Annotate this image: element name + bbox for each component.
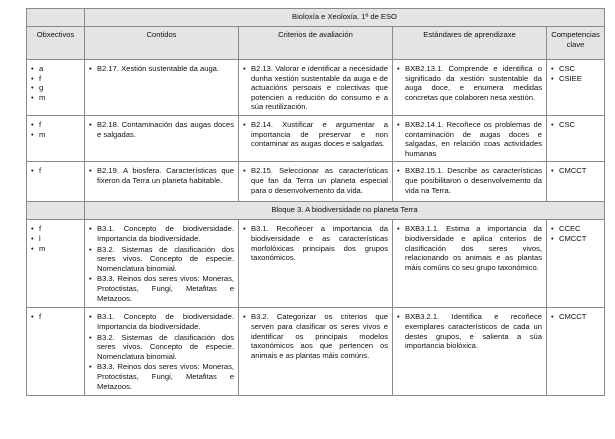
content-item: • B2.19. A biosfera. Características que fixeron da Terra un planeta habitable. — [89, 166, 234, 185]
competence-item: • CSC — [551, 64, 600, 74]
competence-item: • CCEC — [551, 224, 600, 234]
competence-item: • CSIEE — [551, 74, 600, 84]
table-title: Bioloxía e Xeoloxía. 1º de ESO — [85, 9, 605, 27]
objectives-cell — [27, 308, 85, 396]
content-item: • B3.3. Reinos dos seres vivos: Moneras, Protoctistas, Fungi, Metafitas e Metazoos. — [89, 362, 234, 391]
block-title: Bloque 3. A biodiversidade no planeta Terra — [85, 202, 605, 220]
content-item: • B2.17. Xestión sustentable da auga. — [89, 64, 234, 74]
table-row — [27, 60, 605, 116]
objective-item: • l — [31, 234, 80, 244]
content-item: • B2.18. Contaminación das augas doces e salgadas. — [89, 120, 234, 139]
block-row — [27, 202, 605, 220]
objectives-cell — [27, 60, 85, 116]
header-standards: Estándares de aprendizaxe — [393, 27, 547, 60]
criterion-item: • B3.2. Categorizar os criterios que serven para clasificar os seres vivos e identificar os principais modelos taxonómicos aos que pertencen os animais e as plantas máis comúns. — [243, 312, 388, 360]
criterion-item: • B3.1. Recoñecer a importancia da biodiversidade e as características morfolóxicas principais dos grupos taxonómicos. — [243, 224, 388, 262]
competences-cell — [547, 115, 605, 161]
objective-item: • g — [31, 83, 80, 93]
contents-cell — [85, 115, 239, 161]
content-item: • B3.3. Reinos dos seres vivos: Moneras, Protoctistas, Fungi, Metafitas e Metazoos. — [89, 274, 234, 303]
criterion-item: • B2.15. Seleccionar as características que fan da Terra un planeta especial para o desenvolvemento da vida. — [243, 166, 388, 195]
objectives-cell — [27, 220, 85, 308]
content-item: • B3.1. Concepto de biodiversidade. Importancia da biodiversidade. — [89, 312, 234, 331]
competence-item: • CMCCT — [551, 312, 600, 322]
contents-cell — [85, 220, 239, 308]
objective-item: • m — [31, 130, 80, 140]
objective-item: • m — [31, 244, 80, 254]
objective-item: • f — [31, 120, 80, 130]
competences-cell — [547, 60, 605, 116]
standard-item: • BXB2.14.1. Recoñece os problemas de contaminación de augas doces e salgadas, en relación coas actividades humanas — [397, 120, 542, 158]
competence-item: • CMCCT — [551, 166, 600, 176]
criteria-cell — [239, 60, 393, 116]
header-criteria: Criterios de avaliación — [239, 27, 393, 60]
table-row — [27, 308, 605, 396]
contents-cell — [85, 308, 239, 396]
content-item: • B3.2. Sistemas de clasificación dos seres vivos. Concepto de especie. Nomenclatura binomial. — [89, 333, 234, 362]
competences-cell — [547, 220, 605, 308]
header-objectives: Obxectivos — [27, 27, 85, 60]
standards-cell — [393, 220, 547, 308]
title-row — [27, 9, 605, 27]
competences-cell — [547, 308, 605, 396]
contents-cell — [85, 60, 239, 116]
standards-cell — [393, 162, 547, 202]
objective-item: • m — [31, 93, 80, 103]
content-item: • B3.1. Concepto de biodiversidade. Importancia da biodiversidade. — [89, 224, 234, 243]
header-contents: Contidos — [85, 27, 239, 60]
objectives-cell — [27, 162, 85, 202]
table-row — [27, 220, 605, 308]
criteria-cell — [239, 308, 393, 396]
standard-item: • BXB3.2.1. Identifica e recoñece exemplares característicos de cada un destes grupos, e salienta a súa importancia biolóxica. — [397, 312, 542, 350]
objective-item: • f — [31, 166, 80, 176]
objective-item: • a — [31, 64, 80, 74]
standard-item: • BXB2.15.1. Describe as características que posibilitaron o desenvolvemento da vida na Terra. — [397, 166, 542, 195]
content-item: • B3.2. Sistemas de clasificación dos seres vivos. Concepto de especie. Nomenclatura binomial. — [89, 245, 234, 274]
header-competences: Competencias clave — [547, 27, 605, 60]
objective-item: • f — [31, 74, 80, 84]
objective-item: • f — [31, 224, 80, 234]
competence-item: • CMCCT — [551, 234, 600, 244]
block-corner-cell — [27, 202, 85, 220]
contents-cell — [85, 162, 239, 202]
standards-cell — [393, 308, 547, 396]
standards-cell — [393, 60, 547, 116]
criteria-cell — [239, 115, 393, 161]
curriculum-table — [26, 8, 605, 396]
objectives-cell — [27, 115, 85, 161]
criteria-cell — [239, 162, 393, 202]
criterion-item: • B2.14. Xustificar e argumentar a importancia de preservar e non contaminar as augas doces e salgadas. — [243, 120, 388, 149]
header-row — [27, 27, 605, 60]
criterion-item: • B2.13. Valorar e identificar a necesidade dunha xestión sustentable da auga e de actuacións persoais e colectivas que potencien a redución do consumo e a súa reutilización. — [243, 64, 388, 112]
competence-item: • CSC — [551, 120, 600, 130]
standard-item: • BXB2.13.1. Comprende e identifica o significado da xestión sustentable da auga doce, e enumera medidas concretas que colaboren nesa xestión. — [397, 64, 542, 102]
table-row — [27, 115, 605, 161]
standards-cell — [393, 115, 547, 161]
table-row — [27, 162, 605, 202]
title-corner-cell — [27, 9, 85, 27]
criteria-cell — [239, 220, 393, 308]
standard-item: • BXB3.1.1. Estima a importancia da biodiversidade e aplica criterios de clasificación dos seres vivos, relacionando os animais e as plantas máis comúns co seu grupo taxonómico. — [397, 224, 542, 272]
competences-cell — [547, 162, 605, 202]
objective-item: • f — [31, 312, 80, 322]
